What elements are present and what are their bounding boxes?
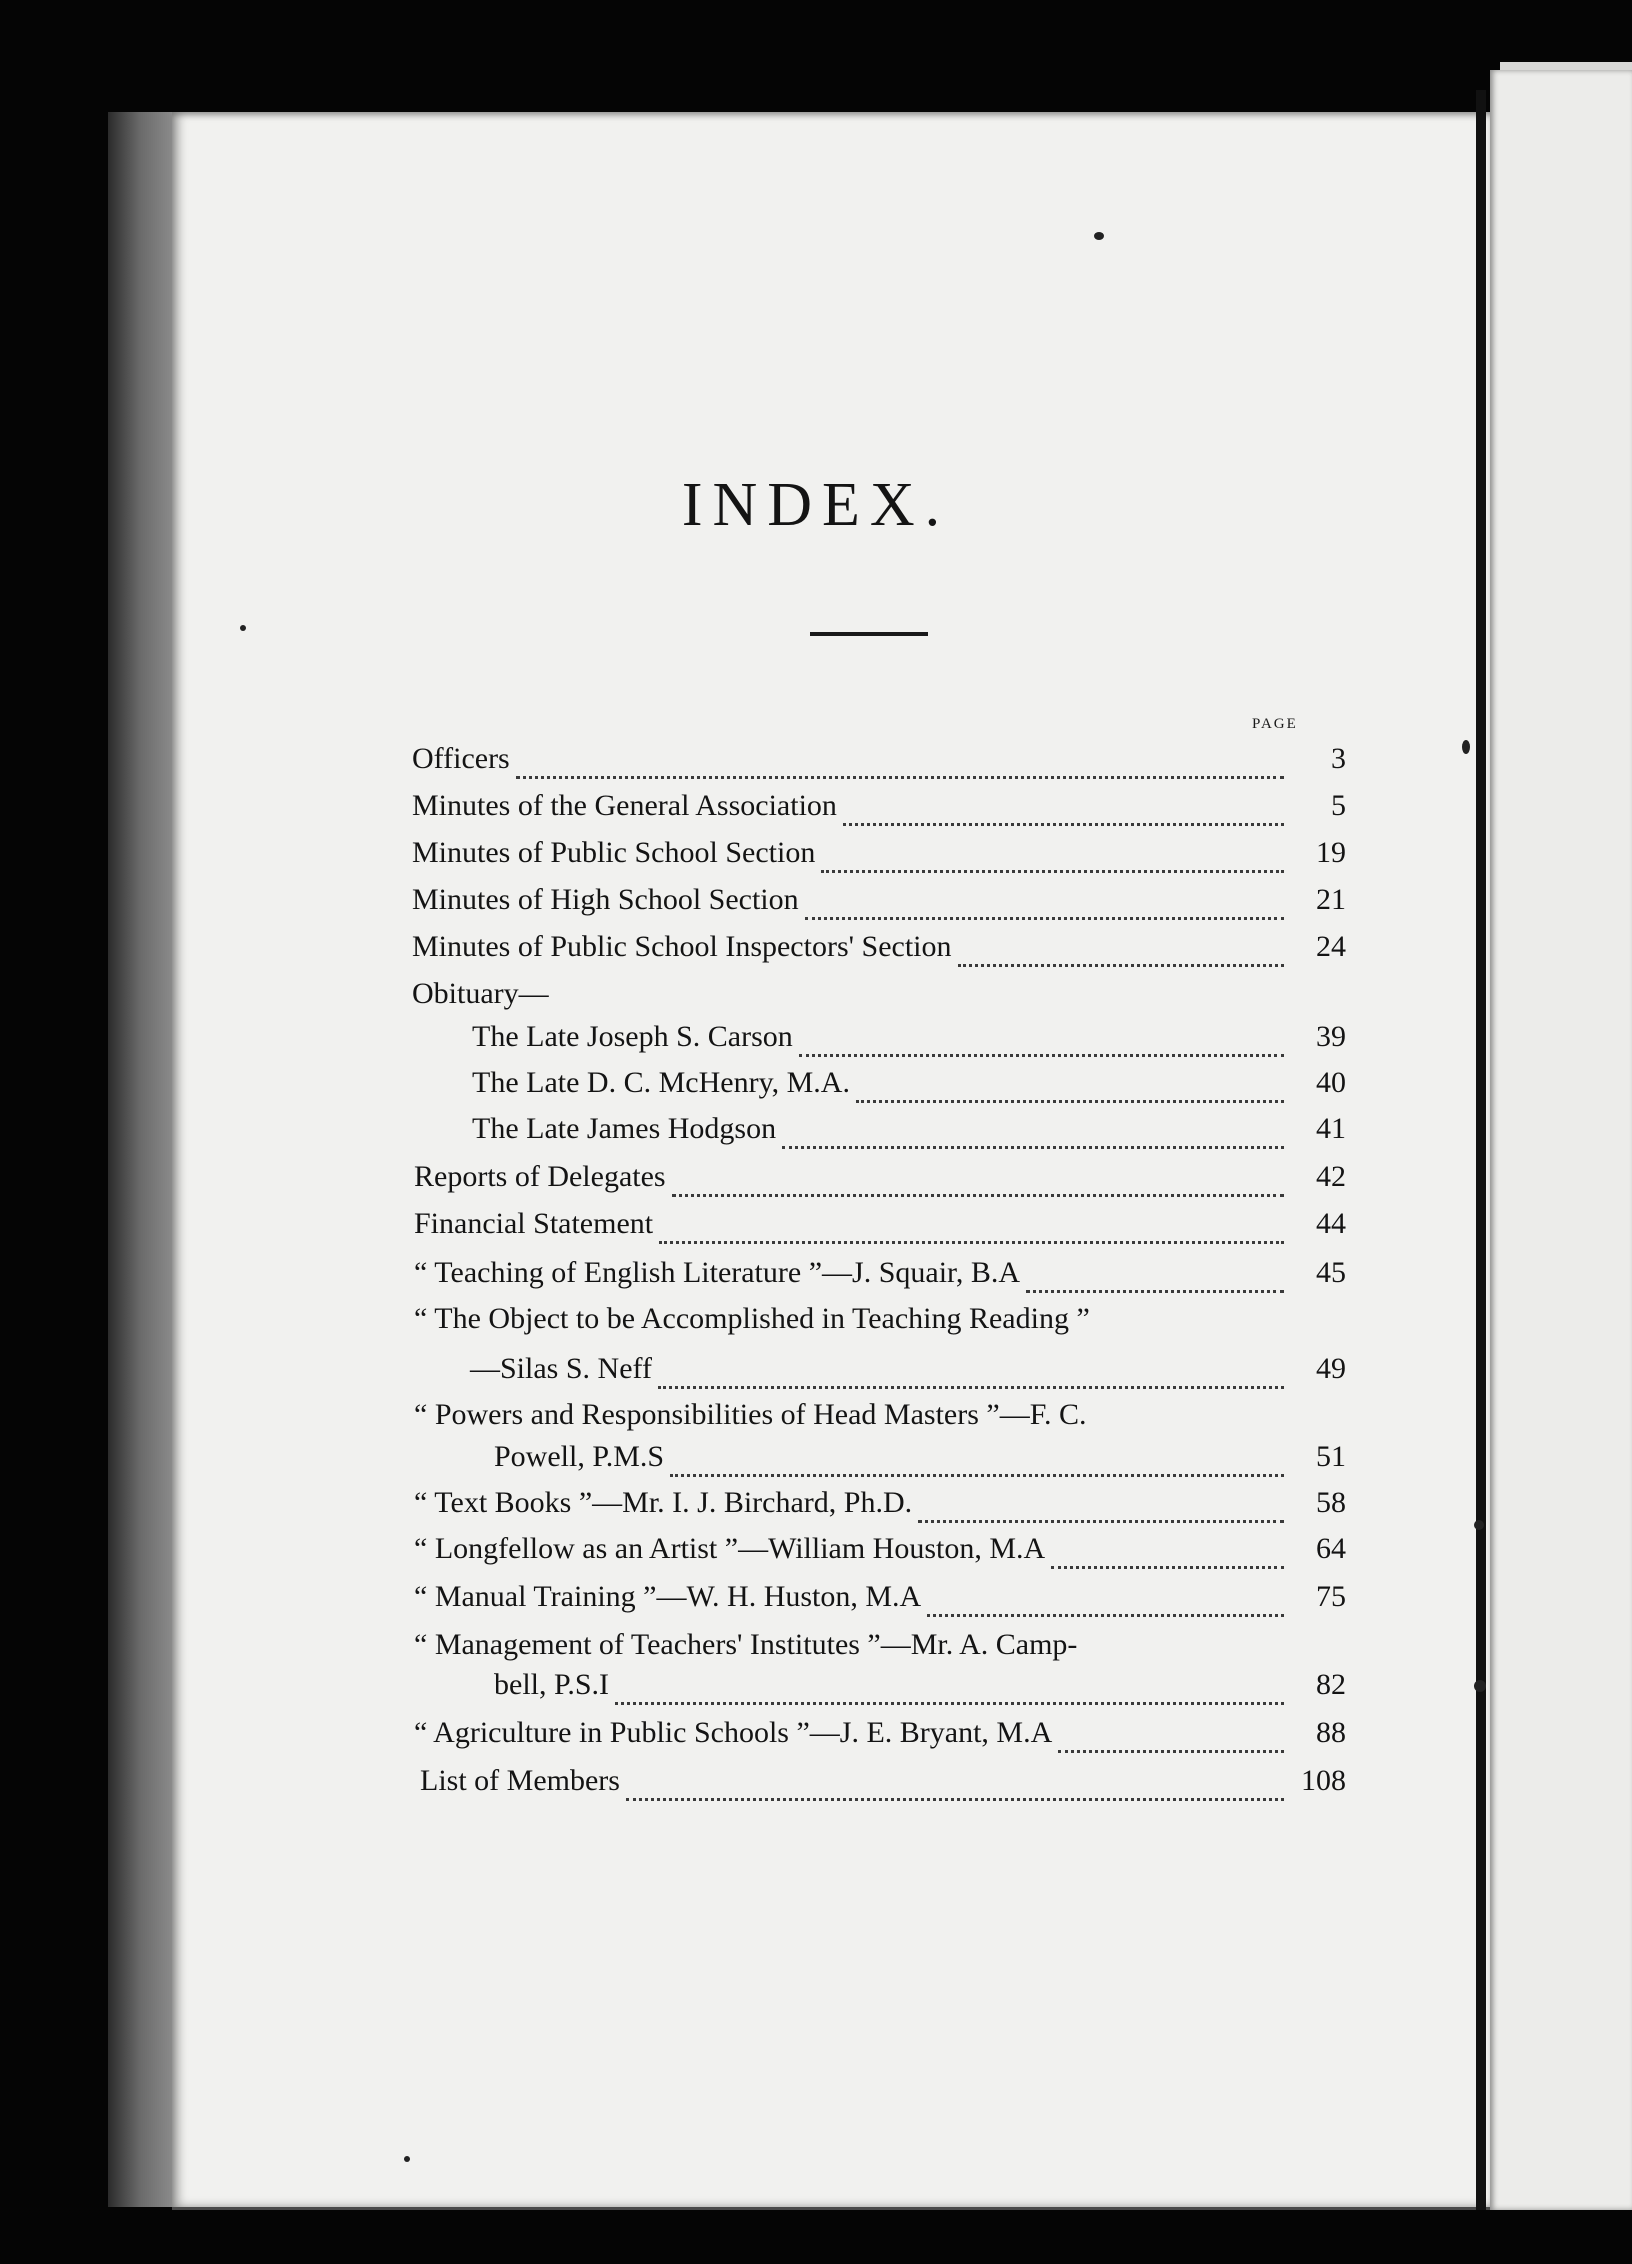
dot-leader <box>555 994 1284 1012</box>
toc-entry[interactable] <box>412 836 1346 876</box>
toc-entry-label: bell, P.S.I <box>494 1668 610 1701</box>
toc-entry-page: 41 <box>1316 1112 1346 1145</box>
toc-entry[interactable] <box>414 1628 1346 1668</box>
dot-leader <box>1058 1732 1284 1753</box>
dot-leader <box>1051 1548 1284 1569</box>
toc-subentry[interactable] <box>472 1112 1346 1152</box>
toc-entry-label: Minutes of High School Section <box>412 883 799 916</box>
toc-entry[interactable] <box>414 1580 1346 1620</box>
toc-entry-page: 39 <box>1316 1020 1346 1053</box>
toc-entry-label: The Late Joseph S. Carson <box>472 1020 793 1053</box>
ink-speck <box>1474 1520 1484 1530</box>
toc-entry-label: The Late D. C. McHenry, M.A. <box>472 1066 850 1099</box>
toc-entry-page: 21 <box>1316 883 1346 916</box>
toc-entry[interactable] <box>420 1764 1346 1804</box>
dot-leader <box>672 1176 1284 1197</box>
index-title: INDEX. <box>681 471 951 539</box>
toc-entry[interactable] <box>412 930 1346 970</box>
ink-speck <box>1474 1680 1486 1692</box>
toc-entry[interactable] <box>412 883 1346 923</box>
dot-leader <box>927 1596 1284 1617</box>
toc-entry-label: Officers <box>412 742 510 775</box>
toc-entry[interactable] <box>414 1256 1346 1296</box>
toc-entry-continuation[interactable] <box>494 1668 1346 1708</box>
toc-entry[interactable] <box>412 742 1346 782</box>
toc-entry-label: “ Agriculture in Public Schools ”—J. E. Bryant, M.A <box>414 1716 1053 1749</box>
ink-speck <box>404 2156 410 2162</box>
toc-entry-label: Powell, P.M.S <box>494 1440 665 1473</box>
toc-entry-page: 44 <box>1316 1207 1346 1240</box>
toc-entry-page: 3 <box>1331 742 1346 775</box>
dot-leader <box>799 1036 1284 1057</box>
toc-entry-label: “ Longfellow as an Artist ”—William Houston, M.A <box>414 1532 1046 1565</box>
dot-leader <box>516 758 1284 779</box>
toc-entry-label: The Late James Hodgson <box>472 1112 777 1145</box>
dot-leader <box>918 1502 1284 1523</box>
toc-entry-continuation[interactable] <box>494 1440 1346 1480</box>
toc-entry-label: Minutes of Public School Inspectors' Section <box>412 930 952 963</box>
toc-entry-page: 42 <box>1316 1160 1346 1193</box>
toc-entry-label: Minutes of the General Association <box>412 789 837 822</box>
dot-leader <box>670 1456 1284 1477</box>
dot-leader <box>958 946 1284 967</box>
toc-entry[interactable] <box>414 1486 1346 1526</box>
toc-entry[interactable] <box>414 1716 1346 1756</box>
toc-entry-label: List of Members <box>420 1764 620 1797</box>
dot-leader <box>1093 1415 1284 1433</box>
dot-leader <box>821 852 1284 873</box>
toc-section-heading[interactable] <box>412 977 1346 1017</box>
toc-entry-continuation[interactable] <box>470 1352 1346 1392</box>
dot-leader <box>856 1082 1284 1103</box>
toc-entry[interactable] <box>414 1302 1346 1342</box>
ink-speck <box>1462 740 1470 754</box>
dot-leader <box>658 1368 1284 1389</box>
toc-entry[interactable] <box>414 1532 1346 1572</box>
ink-speck <box>1094 232 1104 240</box>
toc-entry-page: 5 <box>1331 789 1346 822</box>
toc-entry-page: 64 <box>1316 1532 1346 1565</box>
dot-leader <box>843 805 1284 826</box>
dot-leader <box>615 1684 1284 1705</box>
toc-entry-page: 19 <box>1316 836 1346 869</box>
toc-entry-page: 108 <box>1301 1764 1346 1797</box>
toc-entry-page: 75 <box>1316 1580 1346 1613</box>
toc-entry-page: 49 <box>1316 1352 1346 1385</box>
toc-entry-label: Financial Statement <box>414 1207 654 1240</box>
toc-entry[interactable] <box>414 1160 1346 1200</box>
toc-entry-label: “ Manual Training ”—W. H. Huston, M.A <box>414 1580 922 1613</box>
toc-entry-label: Minutes of Public School Section <box>412 836 816 869</box>
toc-entry-page: 88 <box>1316 1716 1346 1749</box>
toc-entry[interactable] <box>414 1398 1346 1438</box>
dot-leader <box>659 1223 1284 1244</box>
toc-entry-page: 58 <box>1316 1486 1346 1519</box>
page-column-header: PAGE <box>1252 716 1298 732</box>
toc-entry-label: “ Text Books ”—Mr. I. J. Birchard, Ph.D. <box>414 1486 913 1519</box>
toc-entry-label: “ The Object to be Accomplished in Teaching Reading ” <box>414 1302 1090 1335</box>
dot-leader <box>1096 1319 1284 1337</box>
toc-entry-page: 24 <box>1316 930 1346 963</box>
toc-entry[interactable] <box>412 789 1346 829</box>
dot-leader <box>1083 1645 1284 1663</box>
dot-leader <box>805 899 1284 920</box>
toc-entry-label: Obituary— <box>412 977 549 1010</box>
toc-entry-label: “ Powers and Responsibilities of Head Masters ”—F. C. <box>414 1398 1087 1431</box>
toc-entry-page: 82 <box>1316 1668 1346 1701</box>
toc-entry-page: 45 <box>1316 1256 1346 1289</box>
toc-entry-label: “ Management of Teachers' Institutes ”—Mr. A. Camp- <box>414 1628 1078 1661</box>
toc-entry-label: “ Teaching of English Literature ”—J. Squair, B.A <box>414 1256 1020 1289</box>
ink-speck <box>240 625 246 631</box>
toc-entry-page: 40 <box>1316 1066 1346 1099</box>
toc-entry-page: 51 <box>1316 1440 1346 1473</box>
toc-subentry[interactable] <box>472 1020 1346 1060</box>
dot-leader <box>626 1780 1284 1801</box>
dot-leader <box>1026 1272 1284 1293</box>
toc-entry[interactable] <box>414 1207 1346 1247</box>
dot-leader <box>782 1128 1284 1149</box>
toc-entry-label: Reports of Delegates <box>414 1160 666 1193</box>
toc-subentry[interactable] <box>472 1066 1346 1106</box>
toc-entry-label: —Silas S. Neff <box>470 1352 652 1385</box>
